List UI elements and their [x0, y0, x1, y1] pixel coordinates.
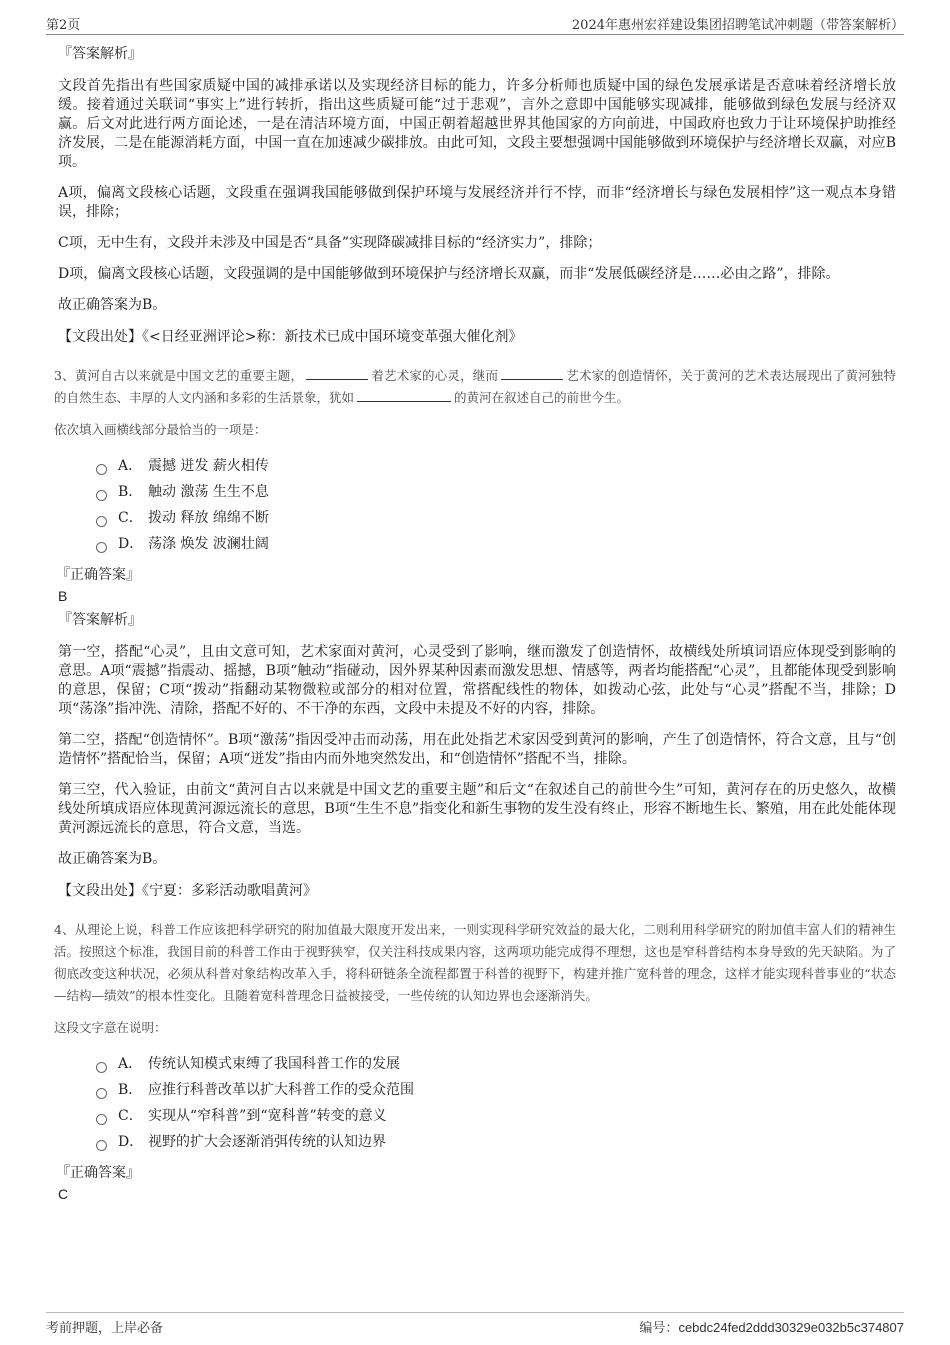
radio-button-icon[interactable] [96, 516, 107, 527]
q3-option-b[interactable]: B． 触动 激荡 生生不息 [96, 479, 896, 505]
q3-stem-part: 的黄河在叙述自己的前世今生。 [454, 390, 630, 405]
page-number: 第2页 [46, 18, 81, 33]
document-id-label: 编号： [639, 1321, 679, 1336]
q3-analysis-paragraph: 第二空，搭配“创造情怀”。B项“激荡”指因受冲击而动荡，用在此处指艺术家因受到黄河的影响，产生了创造情怀，符合文意，且与“创造情怀”搭配恰当，保留；A项“迸发”指由内而外地突然发出，和“创造情怀”搭配不当，排除。 [58, 732, 896, 767]
q4-correct-tag: 『正确答案』 [56, 1165, 140, 1181]
q2-conclusion: 故正确答案为B。 [58, 297, 167, 313]
q2-analysis-tag: 『答案解析』 [58, 46, 142, 62]
q4-stem: 4、从理论上说，科普工作应该把科学研究的附加值最大限度开发出来，一则实现科学研究效益的最大化，二则利用科学研究的附加值丰富人们的精神生活。按照这个标准，我国目前的科普工作由于视野狭窄，仅关注科技成果内容，这两项功能完成得不理想，这也是窄科普结构本身导致的先天缺陷。为了彻底改变这种状况，必须从科普对象结构改革入手，将科研链条全流程都置于科普的视野下，构建并推广宽科普的理念，这样才能实现科普事业的“状态—结构—绩效”的根本性变化。且随着宽科普理念日益被接受，一些传统的认知边界也会逐渐消失。 [54, 922, 896, 1003]
q4-correct-answer: C [58, 1186, 69, 1202]
q3-analysis-paragraph: 第三空，代入验证，由前文“黄河自古以来就是中国文艺的重要主题”和后文“在叙述自己的前世今生”可知，黄河存在的历史悠久，故横线处所填成语应体现黄河源远流长的意思，B项“生生不息”指变化和新生事物的发生没有终止，形容不断地生长、繁殖，用在此处能体现黄河源远流长的意思，符合文意，当选。 [58, 782, 896, 836]
q3-correct-tag: 『正确答案』 [56, 567, 140, 583]
q2-analysis-paragraph: D项，偏离文段核心话题，文段强调的是中国能够做到环境保护与经济增长双赢，而非“发展低碳经济是……必由之路”，排除。 [58, 266, 840, 282]
q4-option-c[interactable]: C． 实现从“窄科普”到“宽科普”转变的意义 [96, 1103, 896, 1129]
q3-analysis-tag: 『答案解析』 [58, 612, 142, 628]
q4-option-d[interactable]: D． 视野的扩大会逐渐消弭传统的认知边界 [96, 1129, 896, 1155]
q3-conclusion: 故正确答案为B。 [58, 851, 167, 867]
blank-line [357, 389, 451, 402]
q3-prompt: 依次填入画横线部分最恰当的一项是： [54, 422, 267, 437]
q3-option-c[interactable]: C． 拨动 释放 绵绵不断 [96, 505, 896, 531]
q4-prompt: 这段文字意在说明： [54, 1020, 167, 1035]
blank-line [501, 367, 563, 380]
q3-stem-part: 着艺术家的心灵，继而 [371, 368, 499, 383]
document-title: 2024年惠州宏祥建设集团招聘笔试冲刺题（带答案解析） [571, 18, 904, 33]
q2-source: 【文段出处】《<日经亚洲评论>称：新技术已成中国环境变革强大催化剂》 [58, 329, 523, 345]
page-header [46, 14, 904, 35]
page-content [56, 44, 896, 1208]
blank-line [306, 367, 368, 380]
radio-button-icon[interactable] [96, 1088, 107, 1099]
radio-button-icon[interactable] [96, 1114, 107, 1125]
radio-button-icon[interactable] [96, 464, 107, 475]
q2-analysis-paragraph: C项，无中生有，文段并未涉及中国是否“具备”实现降碳减排目标的“经济实力”，排除； [58, 235, 602, 251]
q3-stem-part: 艺术家的创造情怀，关于黄河的艺术表达展现出了黄河独特的自然生态、丰厚的人文内涵和多彩的生活景象，犹如 [54, 368, 896, 405]
q2-analysis-paragraph: A项，偏离文段核心话题，文段重在强调我国能够做到保护环境与发展经济并行不悖，而非“经济增长与绿色发展相悖”这一观点本身错误，排除； [58, 185, 896, 220]
radio-button-icon[interactable] [96, 490, 107, 501]
q4-option-a[interactable]: A． 传统认知模式束缚了我国科普工作的发展 [96, 1051, 896, 1077]
q3-stem-part: 3、黄河自古以来就是中国文艺的重要主题， [54, 368, 304, 383]
footer-slogan: 考前押题，上岸必备 [46, 1321, 164, 1336]
radio-button-icon[interactable] [96, 1140, 107, 1151]
q3-stem [54, 365, 896, 409]
q3-correct-answer: B [58, 588, 68, 604]
document-id [639, 1317, 904, 1336]
radio-button-icon[interactable] [96, 1062, 107, 1073]
radio-button-icon[interactable] [96, 542, 107, 553]
q3-option-a[interactable]: A． 震撼 迸发 薪火相传 [96, 453, 896, 479]
q3-option-d[interactable]: D． 荡涤 焕发 波澜壮阔 [96, 531, 896, 557]
q3-source: 【文段出处】《宁夏：多彩活动歌唱黄河》 [58, 883, 317, 899]
q2-analysis-paragraph: 文段首先指出有些国家质疑中国的减排承诺以及实现经济目标的能力，许多分析师也质疑中国的绿色发展承诺是否意味着经济增长放缓。接着通过关联词“事实上”进行转折，指出这些质疑可能“过于悲观”，言外之意即中国能够实现减排，能够做到绿色发展与经济双赢。后文对此进行两方面论述，一是在清洁环境方面，中国正朝着超越世界其他国家的方向前进，中国政府也致力于让环境保护助推经济发展，二是在能源消耗方面，中国一直在加速减少碳排放。由此可知，文段主要想强调中国能够做到环境保护与经济增长双赢，对应B项。 [58, 78, 896, 170]
q3-options [96, 453, 896, 557]
q4-option-b[interactable]: B． 应推行科普改革以扩大科普工作的受众范围 [96, 1077, 896, 1103]
q3-analysis-paragraph: 第一空，搭配“心灵”，且由文意可知，艺术家面对黄河，心灵受到了影响，继而激发了创造情怀，故横线处所填词语应体现受到影响的意思。A项“震撼”指震动、摇撼，B项“触动”指碰动，因外界某种因素而激发思想、情感等，两者均能搭配“心灵”，且都能体现受到影响的意思，保留；C项“拨动”指翻动某物微粒或部分的相对位置，常搭配线性的物体，如拨动心弦，此处与“心灵”搭配不当，排除；D项“荡涤”指冲洗、清除，搭配不好的、不干净的东西，文段中未提及不好的内容，排除。 [58, 644, 896, 717]
document-id-value: cebdc24fed2ddd30329e032b5c374807 [678, 1320, 904, 1335]
q4-options [96, 1051, 896, 1155]
page-footer [46, 1312, 904, 1335]
